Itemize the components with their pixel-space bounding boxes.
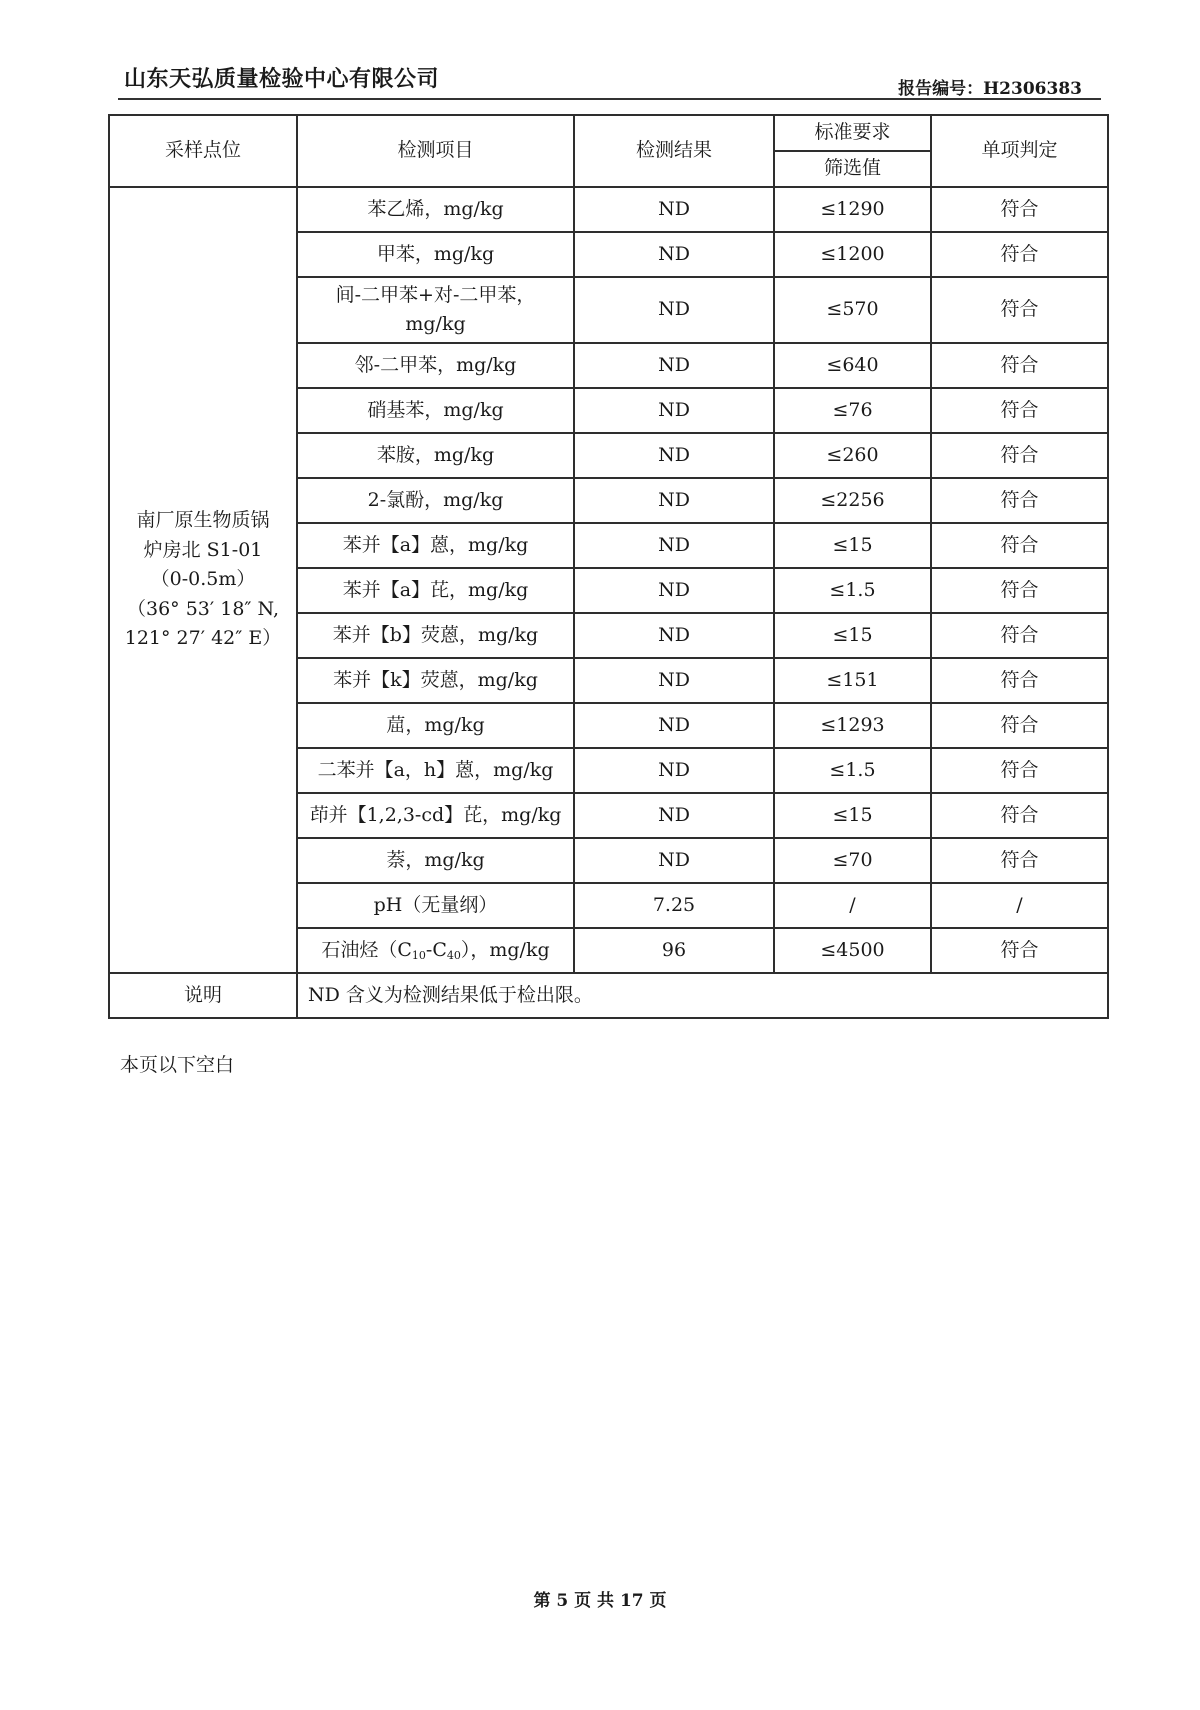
item-cell: 苯乙烯，mg/kg <box>297 187 574 232</box>
header-site: 采样点位 <box>109 115 297 187</box>
table-row <box>109 187 1108 232</box>
standard-cell: ≤2256 <box>774 478 931 523</box>
judgement-cell: 符合 <box>931 478 1108 523</box>
result-cell: ND <box>574 433 774 478</box>
subscript: 40 <box>446 948 461 962</box>
standard-cell: ≤4500 <box>774 928 931 973</box>
page-number: 第 5 页 共 17 页 <box>533 1591 667 1611</box>
company-name: 山东天弘质量检验中心有限公司 <box>124 67 440 92</box>
standard-cell: ≤15 <box>774 523 931 568</box>
result-cell: ND <box>574 277 774 343</box>
standard-cell: ≤570 <box>774 277 931 343</box>
item-cell: 䓛，mg/kg <box>297 703 574 748</box>
standard-cell: ≤640 <box>774 343 931 388</box>
judgement-cell: 符合 <box>931 433 1108 478</box>
site-line: 炉房北 S1-01 <box>143 538 263 561</box>
judgement-cell: 符合 <box>931 613 1108 658</box>
judgement-cell: 符合 <box>931 187 1108 232</box>
result-cell: ND <box>574 388 774 433</box>
judgement-cell: 符合 <box>931 343 1108 388</box>
item-line: mg/kg <box>405 313 466 335</box>
standard-cell: ≤1.5 <box>774 568 931 613</box>
judgement-cell: 符合 <box>931 748 1108 793</box>
judgement-cell: / <box>931 883 1108 928</box>
judgement-cell: 符合 <box>931 838 1108 883</box>
report-number: 报告编号：H2306383 <box>898 79 1082 99</box>
item-text: -C <box>425 938 447 961</box>
result-cell: ND <box>574 343 774 388</box>
standard-cell: ≤70 <box>774 838 931 883</box>
result-cell: ND <box>574 523 774 568</box>
item-cell: 苯并【a】芘，mg/kg <box>297 568 574 613</box>
note-label: 说明 <box>109 973 297 1018</box>
result-cell: 96 <box>574 928 774 973</box>
standard-cell: / <box>774 883 931 928</box>
result-cell: ND <box>574 187 774 232</box>
site-line: 南厂原生物质锅 <box>136 509 270 532</box>
standard-cell: ≤1.5 <box>774 748 931 793</box>
judgement-cell: 符合 <box>931 658 1108 703</box>
result-cell: 7.25 <box>574 883 774 928</box>
item-line: 间-二甲苯+对-二甲苯， <box>335 283 536 306</box>
results-table <box>108 114 1109 1019</box>
item-cell: 萘，mg/kg <box>297 838 574 883</box>
item-cell: pH（无量纲） <box>297 883 574 928</box>
standard-cell: ≤76 <box>774 388 931 433</box>
note-text: ND 含义为检测结果低于检出限。 <box>297 973 1108 1018</box>
result-cell: ND <box>574 658 774 703</box>
judgement-cell: 符合 <box>931 523 1108 568</box>
standard-cell: ≤1293 <box>774 703 931 748</box>
judgement-cell: 符合 <box>931 703 1108 748</box>
standard-cell: ≤260 <box>774 433 931 478</box>
header-standard: 标准要求 <box>774 115 931 151</box>
header-item: 检测项目 <box>297 115 574 187</box>
sampling-site <box>109 187 297 973</box>
subscript: 10 <box>411 948 426 962</box>
result-cell: ND <box>574 793 774 838</box>
item-cell: 茚并【1,2,3-cd】芘，mg/kg <box>297 793 574 838</box>
judgement-cell: 符合 <box>931 232 1108 277</box>
standard-cell: ≤151 <box>774 658 931 703</box>
result-cell: ND <box>574 703 774 748</box>
header-result: 检测结果 <box>574 115 774 187</box>
item-cell: 苯并【k】荧蒽，mg/kg <box>297 658 574 703</box>
judgement-cell: 符合 <box>931 793 1108 838</box>
site-line: （36° 53′ 18″ N, <box>126 597 279 620</box>
note-row <box>109 973 1108 1018</box>
item-cell: 苯并【a】蒽，mg/kg <box>297 523 574 568</box>
header-judgement: 单项判定 <box>931 115 1108 187</box>
result-cell: ND <box>574 613 774 658</box>
item-cell <box>297 928 574 973</box>
judgement-cell: 符合 <box>931 277 1108 343</box>
item-text: ），mg/kg <box>460 938 550 961</box>
standard-cell: ≤15 <box>774 613 931 658</box>
item-cell: 硝基苯，mg/kg <box>297 388 574 433</box>
judgement-cell: 符合 <box>931 928 1108 973</box>
header-screening-value: 筛选值 <box>774 151 931 187</box>
item-cell: 2-氯酚，mg/kg <box>297 478 574 523</box>
result-cell: ND <box>574 748 774 793</box>
result-cell: ND <box>574 838 774 883</box>
result-cell: ND <box>574 568 774 613</box>
item-cell: 邻-二甲苯，mg/kg <box>297 343 574 388</box>
standard-cell: ≤15 <box>774 793 931 838</box>
blank-page-note: 本页以下空白 <box>120 1054 235 1076</box>
site-line: 121° 27′ 42″ E） <box>124 627 282 650</box>
item-cell <box>297 277 574 343</box>
result-cell: ND <box>574 478 774 523</box>
standard-cell: ≤1290 <box>774 187 931 232</box>
standard-cell: ≤1200 <box>774 232 931 277</box>
site-line: （0-0.5m） <box>150 568 256 591</box>
item-cell: 苯胺，mg/kg <box>297 433 574 478</box>
judgement-cell: 符合 <box>931 388 1108 433</box>
item-cell: 甲苯，mg/kg <box>297 232 574 277</box>
result-cell: ND <box>574 232 774 277</box>
item-cell: 二苯并【a，h】蒽，mg/kg <box>297 748 574 793</box>
item-text: 石油烃（C <box>321 938 412 961</box>
item-cell: 苯并【b】荧蒽，mg/kg <box>297 613 574 658</box>
judgement-cell: 符合 <box>931 568 1108 613</box>
header-divider <box>118 98 1101 100</box>
